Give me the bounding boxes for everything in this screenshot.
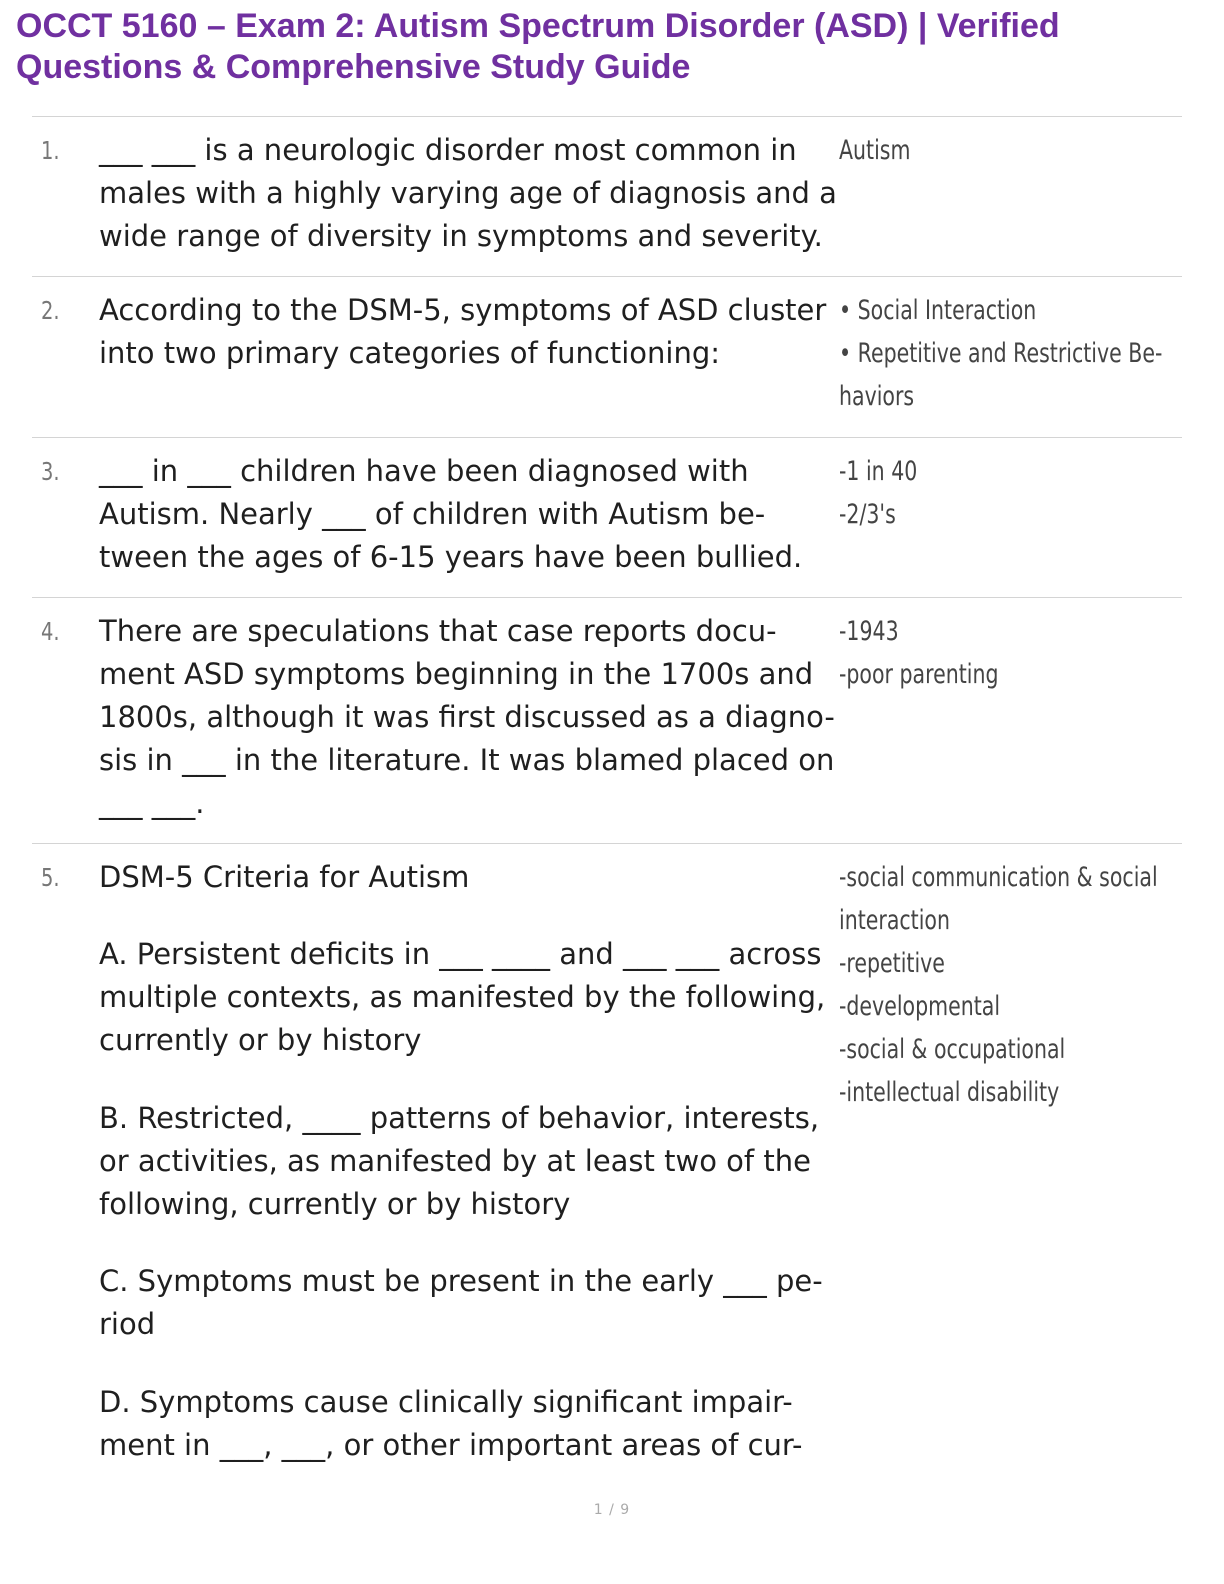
question-line: C. Symptoms must be present in the early ___ pe- (99, 1264, 823, 1298)
question-number: 2. (41, 296, 60, 325)
question-line: multiple contexts, as manifested by the following, (99, 980, 826, 1014)
question-line: into two primary categories of functioning: (99, 336, 721, 370)
answer-line: -social communication & social (839, 862, 1158, 893)
question-line: or activities, as manifested by at least two of the (99, 1144, 811, 1178)
question-line: riod (99, 1307, 156, 1341)
question-line: males with a highly varying age of diagnosis and a (99, 176, 837, 210)
criterion-c (99, 1260, 834, 1346)
document-title-line-1: OCCT 5160 – Exam 2: Autism Spectrum Disorder (ASD) | Verified (16, 7, 1060, 45)
question-text (99, 450, 834, 579)
question-title (99, 856, 834, 899)
question-line: ___ ___ is a neurologic disorder most common in (99, 133, 797, 167)
answer-line: -poor parenting (839, 659, 999, 690)
answer-line: -1 in 40 (839, 456, 918, 487)
answer-line: -2/3's (839, 499, 896, 530)
question-text (99, 610, 834, 825)
question-line: Autism. Nearly ___ of children with Autism be- (99, 497, 766, 531)
question-line: tween the ages of 6-15 years have been bullied. (99, 540, 803, 574)
divider (32, 437, 1182, 438)
divider (32, 116, 1182, 117)
question-number: 5. (41, 863, 60, 892)
answer-text (839, 610, 1199, 696)
question-line: A. Persistent deficits in ___ ____ and ___ ___ across (99, 937, 822, 971)
answer-line: • Social Interaction (839, 295, 1037, 326)
question-number: 1. (41, 136, 60, 165)
answer-line: Autism (839, 135, 911, 166)
answer-line: -developmental (839, 991, 1001, 1022)
criterion-b (99, 1097, 834, 1226)
answer-line: -social & occupational (839, 1034, 1066, 1065)
answer-line: -intellectual disability (839, 1077, 1060, 1108)
page-indicator: 1 / 9 (593, 1502, 631, 1518)
answer-line: haviors (839, 381, 915, 412)
question-text (99, 289, 834, 375)
answer-line: -1943 (839, 616, 899, 647)
question-line: sis in ___ in the literature. It was blamed placed on (99, 743, 835, 777)
divider (32, 276, 1182, 277)
question-line: There are speculations that case reports docu- (99, 614, 777, 648)
document-title-line-2: Questions & Comprehensive Study Guide (16, 48, 691, 86)
question-line: ___ in ___ children have been diagnosed with (99, 454, 749, 488)
question-line: currently or by history (99, 1023, 422, 1057)
answer-text (839, 129, 1199, 172)
question-line: B. Restricted, ____ patterns of behavior, interests, (99, 1101, 820, 1135)
divider (32, 843, 1182, 844)
question-number: 4. (41, 617, 60, 646)
answer-line: • Repetitive and Restrictive Be- (839, 338, 1163, 369)
question-line: following, currently or by history (99, 1187, 571, 1221)
question-line: ment ASD symptoms beginning in the 1700s and (99, 657, 814, 691)
document-title (16, 6, 1196, 88)
divider (32, 597, 1182, 598)
question-line: D. Symptoms cause clinically significant impair- (99, 1385, 793, 1419)
criterion-d (99, 1381, 834, 1467)
question-line: wide range of diversity in symptoms and severity. (99, 219, 823, 253)
question-line: DSM-5 Criteria for Autism (99, 860, 470, 894)
question-line: 1800s, although it was first discussed as a diagno- (99, 700, 835, 734)
question-line: ___ ___. (99, 786, 205, 820)
question-line: According to the DSM-5, symptoms of ASD cluster (99, 293, 827, 327)
question-line: ment in ___, ___, or other important areas of cur- (99, 1428, 803, 1462)
answer-text (839, 856, 1199, 1114)
criterion-a (99, 933, 834, 1062)
answer-text (839, 289, 1199, 418)
question-text (99, 129, 837, 258)
answer-text (839, 450, 1199, 536)
answer-line: interaction (839, 905, 950, 936)
answer-line: -repetitive (839, 948, 945, 979)
question-number: 3. (41, 457, 60, 486)
